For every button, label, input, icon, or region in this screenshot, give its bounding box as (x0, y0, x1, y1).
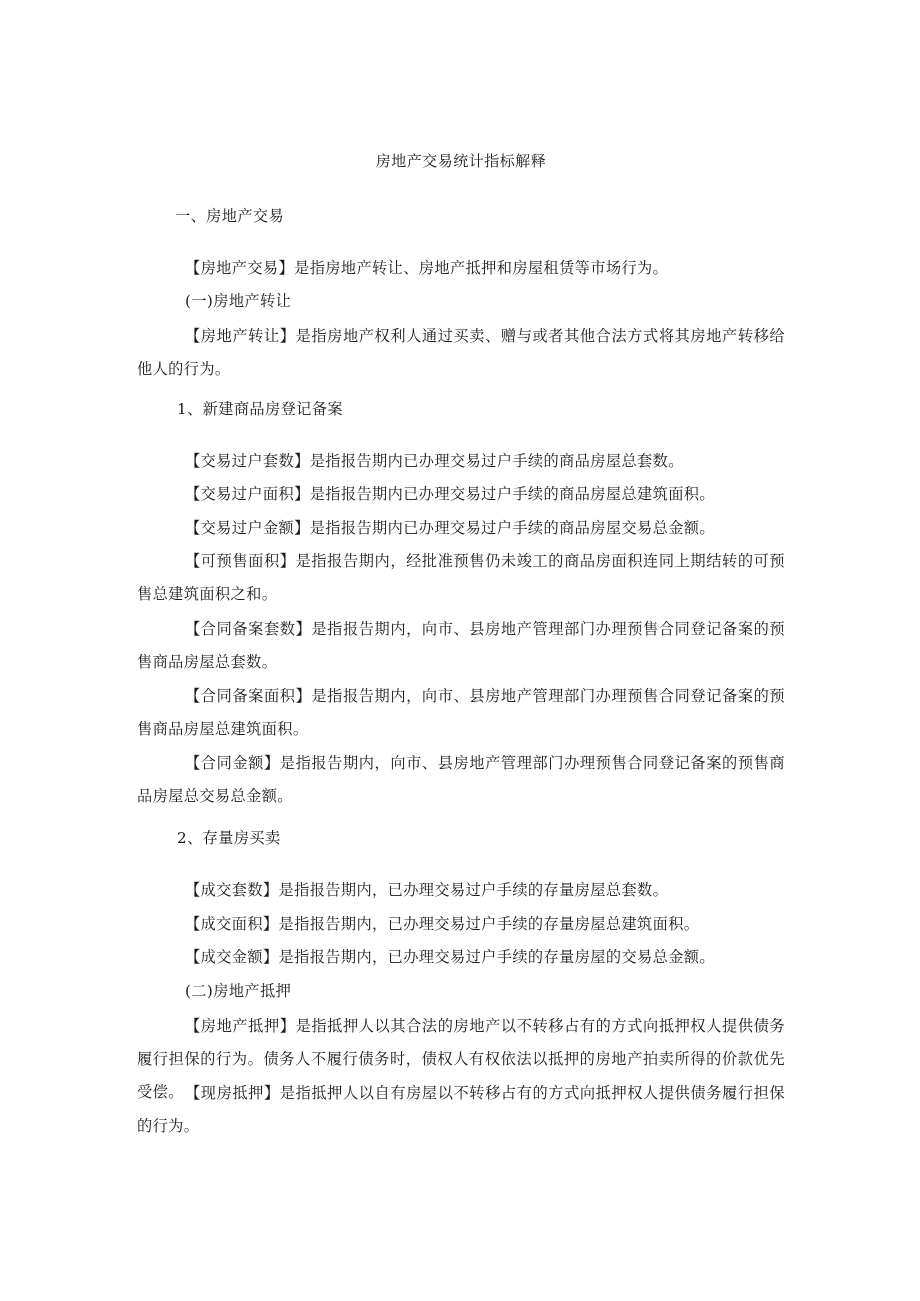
subsection-heading: (一)房地产转让 (185, 292, 292, 310)
paragraph: 【交易过户面积】是指报告期内已办理交易过户手续的商品房屋总建筑面积。 (185, 485, 715, 503)
paragraph: 【成交套数】是指报告期内，已办理交易过户手续的存量房屋总套数。 (185, 881, 669, 899)
paragraph: 【交易过户套数】是指报告期内已办理交易过户手续的商品房屋总套数。 (185, 452, 684, 470)
paragraph: 【成交面积】是指报告期内，已办理交易过户手续的存量房屋总建筑面积。 (185, 915, 700, 933)
section-heading: 一、房地产交易 (175, 207, 285, 225)
item-heading: 1、新建商品房登记备案 (177, 400, 343, 418)
subsection-heading: (二)房地产抵押 (185, 982, 292, 1000)
paragraph: 【合同备案套数】是指报告期内，向市、县房地产管理部门办理预售合同登记备案的预售商品房屋总套数。 (137, 620, 785, 671)
item-heading: 2、存量房买卖 (177, 829, 281, 847)
paragraph: 【成交金额】是指报告期内，已办理交易过户手续的存量房屋的交易总金额。 (185, 948, 715, 966)
paragraph: 【现房抵押】是指抵押人以自有房屋以不转移占有的方式向抵押权人提供债务履行担保的行为。 (137, 1084, 785, 1135)
paragraph: 【可预售面积】是指报告期内，经批准预售仍未竣工的商品房面积连同上期结转的可预售总建筑面积之和。 (137, 552, 785, 603)
paragraph: 【房地产转让】是指房地产权利人通过买卖、赠与或者其他合法方式将其房地产转移给他人的行为。 (137, 327, 785, 378)
paragraph: 【合同备案面积】是指报告期内，向市、县房地产管理部门办理预售合同登记备案的预售商品房屋总建筑面积。 (137, 687, 785, 738)
paragraph: 【合同金额】是指报告期内，向市、县房地产管理部门办理预售合同登记备案的预售商品房屋总交易总金额。 (137, 754, 785, 805)
paragraph: 【房地产交易】是指房地产转让、房地产抵押和房屋租赁等市场行为。 (185, 259, 669, 277)
paragraph: 【房地产抵押】是指抵押人以其合法的房地产以不转移占有的方式向抵押权人提供债务履行担保的行为。债务人不履行债务时，债权人有权依法以抵押的房地产拍卖所得的价款优先受偿。 (137, 1017, 785, 1101)
paragraph: 【交易过户金额】是指报告期内已办理交易过户手续的商品房屋交易总金额。 (185, 519, 715, 537)
document-title: 房地产交易统计指标解释 (375, 152, 547, 170)
